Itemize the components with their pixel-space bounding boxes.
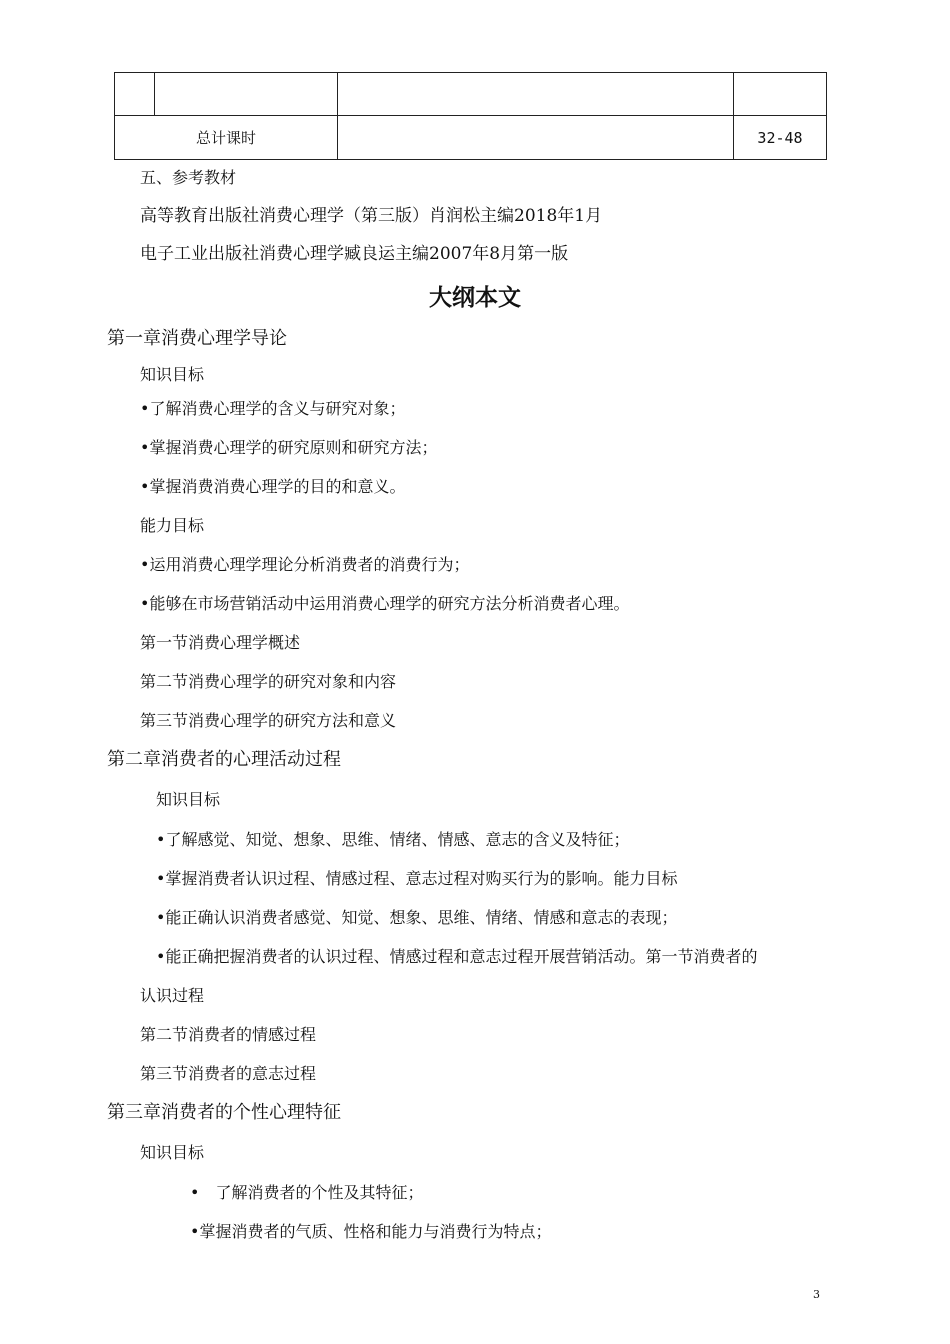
main-title: 大纲本文 (429, 285, 521, 311)
course-hours-table (114, 72, 827, 160)
section-title: 第三节消费心理学的研究方法和意义 (140, 711, 397, 730)
table-cell (734, 73, 827, 116)
table-cell (338, 116, 734, 160)
section-title: 第二节消费心理学的研究对象和内容 (140, 672, 397, 691)
list-item: •掌握消费消费心理学的目的和意义。 (140, 477, 406, 496)
total-hours-label: 总计课时 (115, 116, 338, 160)
list-item: •能够在市场营销活动中运用消费心理学的研究方法分析消费者心理。 (140, 594, 630, 613)
page-number: 3 (813, 1288, 820, 1301)
list-item: •掌握消费心理学的研究原则和研究方法； (140, 438, 438, 457)
references-heading: 五、参考教材 (140, 168, 237, 187)
list-item: •了解消费心理学的含义与研究对象； (140, 399, 406, 418)
chapter2-title: 第二章消费者的心理活动过程 (107, 749, 341, 770)
section-title: 第二节消费者的情感过程 (140, 1025, 317, 1044)
chapter2-knowledge-label: 知识目标 (156, 790, 221, 809)
list-item: •能正确认识消费者感觉、知觉、想象、思维、情绪、情感和意志的表现； (156, 908, 678, 927)
table-row (115, 73, 827, 116)
chapter1-title: 第一章消费心理学导论 (107, 328, 287, 349)
total-hours-value: 32-48 (734, 116, 827, 160)
list-item: •掌握消费者认识过程、情感过程、意志过程对购买行为的影响。能力目标 (156, 869, 678, 888)
table-cell (155, 73, 338, 116)
list-item: • 了解消费者的个性及其特征； (190, 1183, 424, 1202)
list-item: •运用消费心理学理论分析消费者的消费行为； (140, 555, 470, 574)
section-title: 第一节消费心理学概述 (140, 633, 301, 652)
table-cell (115, 73, 155, 116)
chapter1-ability-label: 能力目标 (140, 516, 205, 535)
reference-book-2: 电子工业出版社消费心理学臧良运主编2007年8月第一版 (140, 244, 569, 264)
list-item-continuation: 认识过程 (140, 986, 205, 1005)
reference-book-1: 高等教育出版社消费心理学（第三版）肖润松主编2018年1月 (140, 206, 603, 226)
table-cell (338, 73, 734, 116)
table-row-total (115, 116, 827, 160)
list-item: •能正确把握消费者的认识过程、情感过程和意志过程开展营销活动。第一节消费者的 (156, 947, 758, 966)
section-title: 第三节消费者的意志过程 (140, 1064, 317, 1083)
chapter3-title: 第三章消费者的个性心理特征 (107, 1102, 341, 1123)
list-item: •了解感觉、知觉、想象、思维、情绪、情感、意志的含义及特征； (156, 830, 630, 849)
chapter3-knowledge-label: 知识目标 (140, 1143, 205, 1162)
list-item: •掌握消费者的气质、性格和能力与消费行为特点； (190, 1222, 552, 1241)
chapter1-knowledge-label: 知识目标 (140, 365, 205, 384)
